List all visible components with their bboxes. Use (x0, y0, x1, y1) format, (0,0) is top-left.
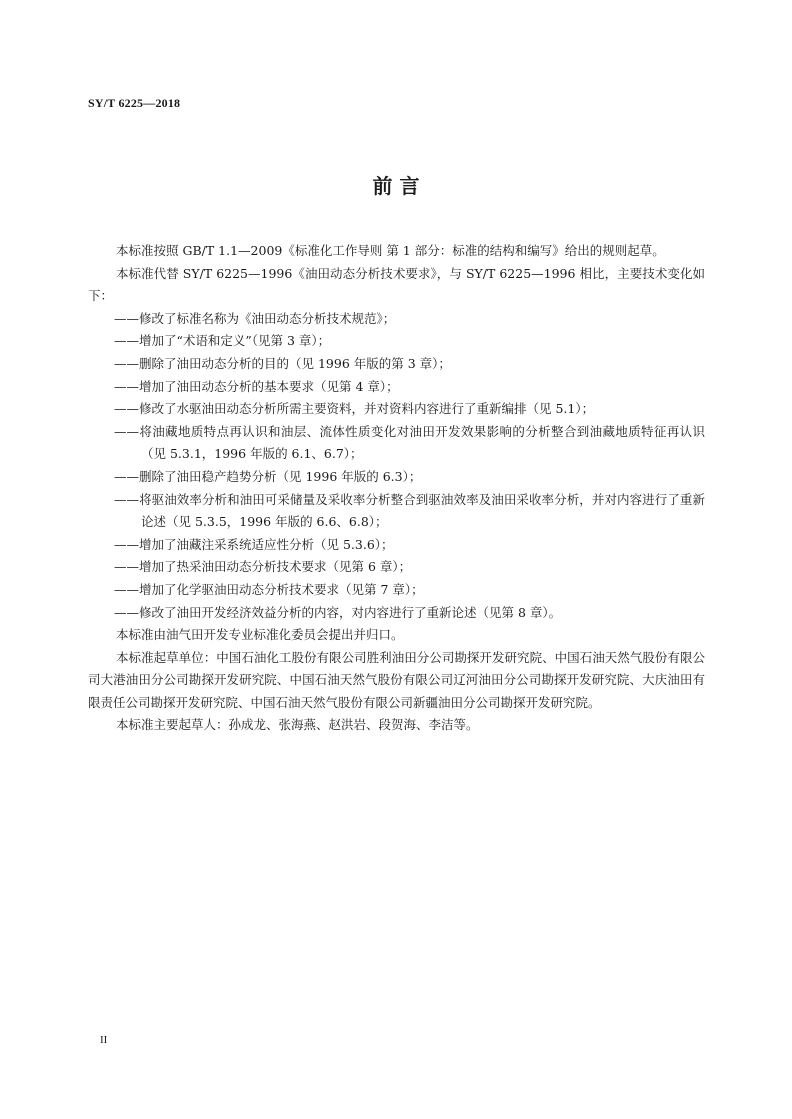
change-item: ——增加了化学驱油田动态分析技术要求（见第 7 章）； (114, 581, 424, 597)
closing-paragraph: 本标准由油气田开发专业标准化委员会提出并归口。 (116, 627, 404, 643)
intro-paragraph: 本标准按照 GB/T 1.1—2009《标准化工作导则 第 1 部分：标准的结构和编写》给出的规则起草。 (116, 243, 665, 258)
page-number: II (100, 1034, 108, 1046)
change-item: ——增加了油田动态分析的基本要求（见第 4 章）； (114, 378, 399, 394)
change-item: ——增加了油藏注采系统适应性分析（见 5.3.6）； (114, 536, 394, 552)
change-item: ——修改了标准名称为《油田动态分析技术规范》； (114, 310, 396, 326)
intro-paragraph: 本标准代替 SY/T 6225—1996《油田动态分析技术要求》，与 SY/T 6225—1996 相比，主要技术变化如下： (88, 265, 705, 304)
standard-code: SY/T 6225—2018 (88, 96, 181, 110)
drafting-units-paragraph: 本标准起草单位：中国石油化工股份有限公司胜利油田分公司勘探开发研究院、中国石油天然气股份有限公司大港油田分公司勘探开发研究院、中国石油天然气股份有限公司辽河油田分公司勘探开发研究院、大庆油田有限责任公司勘探开发研究院、中国石油天然气股份有限公司新疆油田分公司勘探开发研究院。 (88, 649, 705, 710)
foreword-body (88, 240, 705, 737)
change-item: ——增加了热采油田动态分析技术要求（见第 6 章）； (114, 559, 412, 575)
change-item: ——删除了油田稳产趋势分析（见 1996 年版的 6.3）； (114, 468, 422, 484)
change-item: ——增加了“术语和定义”（见第 3 章）； (114, 333, 331, 349)
drafters-paragraph: 本标准主要起草人：孙成龙、张海燕、赵洪岩、段贺海、李洁等。 (116, 717, 479, 733)
change-item: ——将驱油效率分析和油田可采储量及采收率分析整合到驱油效率及油田采收率分析，并对内容进行了重新论述（见 5.3.5，1996 年版的 6.6、6.8）； (114, 491, 705, 530)
page-title: 前 言 (372, 174, 420, 198)
change-item: ——删除了油田动态分析的目的（见 1996 年版的第 3 章）； (114, 355, 451, 371)
change-item: ——修改了油田开发经济效益分析的内容，对内容进行了重新论述（见第 8 章）。 (114, 604, 562, 620)
change-item: ——修改了水驱油田动态分析所需主要资料，并对资料内容进行了重新编排（见 5.1）； (114, 401, 595, 417)
change-item: ——将油藏地质特点再认识和油层、流体性质变化对油田开发效果影响的分析整合到油藏地质特征再认识（见 5.3.1，1996 年版的 6.1、6.7）； (114, 423, 705, 462)
